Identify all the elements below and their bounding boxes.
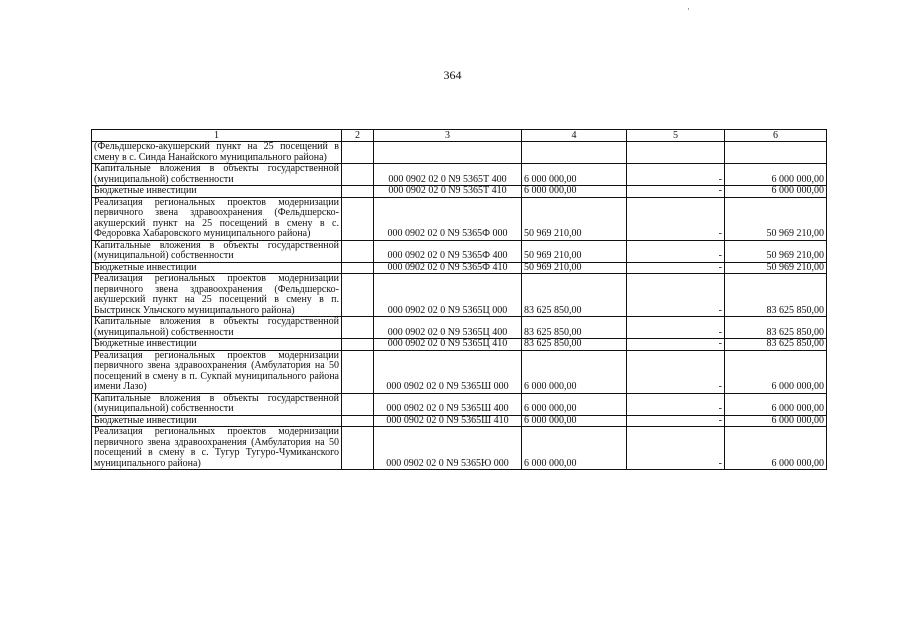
row-total [725,142,827,164]
table-header-row [92,130,827,142]
row-col5: - [627,240,725,262]
row-total: 6 000 000,00 [725,427,827,470]
row-col5: - [627,415,725,427]
row-budget-code: 000 0902 02 0 N9 5365Ю 000 [374,427,522,470]
row-col5: - [627,197,725,240]
row-total: 6 000 000,00 [725,350,827,393]
row-total: 50 969 210,00 [725,197,827,240]
header-col-3: 3 [374,130,522,142]
table-row [92,197,827,240]
row-budget-code: 000 0902 02 0 N9 5365Т 410 [374,186,522,198]
row-col5: - [627,393,725,415]
row-total: 83 625 850,00 [725,339,827,351]
row-description: Капитальные вложения в объекты государственной (муниципальной) собственности [92,317,342,339]
row-col5: - [627,350,725,393]
row-amount: 6 000 000,00 [522,393,627,415]
row-description: Капитальные вложения в объекты государственной (муниципальной) собственности [92,164,342,186]
row-col2 [342,393,374,415]
row-description: Капитальные вложения в объекты государственной (муниципальной) собственности [92,240,342,262]
row-amount: 50 969 210,00 [522,262,627,274]
row-budget-code: 000 0902 02 0 N9 5365Ш 000 [374,350,522,393]
row-col2 [342,274,374,317]
row-amount: 50 969 210,00 [522,197,627,240]
row-amount: 83 625 850,00 [522,317,627,339]
row-budget-code: 000 0902 02 0 N9 5365Ц 000 [374,274,522,317]
row-total: 6 000 000,00 [725,164,827,186]
row-description: Реализация региональных проектов модернизации первичного звена здравоохранения (Фельдшерско-акушерский пункт на 25 посещений в смену в с. Федоровка Хабаровского муниципального района) [92,197,342,240]
row-col2 [342,339,374,351]
row-description: Реализация региональных проектов модернизации первичного звена здравоохранения (Амбулатория на 50 посещений в смену в п. Сукпай муниципального района имени Лазо) [92,350,342,393]
row-total: 6 000 000,00 [725,415,827,427]
row-total: 6 000 000,00 [725,186,827,198]
row-budget-code: 000 0902 02 0 N9 5365Ф 410 [374,262,522,274]
row-total: 50 969 210,00 [725,240,827,262]
page-number: 364 [443,68,462,82]
budget-table [91,129,827,470]
row-amount: 83 625 850,00 [522,274,627,317]
row-col2 [342,262,374,274]
row-col5: - [627,427,725,470]
row-col5: - [627,164,725,186]
row-col5 [627,142,725,164]
table-row [92,415,827,427]
row-amount: 83 625 850,00 [522,339,627,351]
row-amount: 6 000 000,00 [522,186,627,198]
row-budget-code [374,142,522,164]
row-budget-code: 000 0902 02 0 N9 5365Ф 000 [374,197,522,240]
header-col-2: 2 [342,130,374,142]
header-col-6: 6 [725,130,827,142]
row-description: Бюджетные инвестиции [92,186,342,198]
table-row [92,186,827,198]
row-budget-code: 000 0902 02 0 N9 5365Ц 400 [374,317,522,339]
row-description: (Фельдшерско-акушерский пункт на 25 посещений в смену в с. Синда Нанайского муниципального района) [92,142,342,164]
row-amount: 6 000 000,00 [522,427,627,470]
row-col5: - [627,262,725,274]
row-description: Бюджетные инвестиции [92,415,342,427]
row-amount: 6 000 000,00 [522,164,627,186]
row-budget-code: 000 0902 02 0 N9 5365Ш 410 [374,415,522,427]
row-col5: - [627,274,725,317]
row-col5: - [627,186,725,198]
header-col-1: 1 [92,130,342,142]
row-col2 [342,427,374,470]
row-col5: - [627,339,725,351]
row-description: Реализация региональных проектов модернизации первичного звена здравоохранения (Фельдшерско-акушерский пункт на 25 посещений в смену в п. Быстринск Ульчского муниципального района) [92,274,342,317]
table-row [92,262,827,274]
row-budget-code: 000 0902 02 0 N9 5365Т 400 [374,164,522,186]
row-col2 [342,240,374,262]
row-budget-code: 000 0902 02 0 N9 5365Ф 400 [374,240,522,262]
table-row [92,427,827,470]
row-description: Капитальные вложения в объекты государственной (муниципальной) собственности [92,393,342,415]
table-row [92,164,827,186]
table-row [92,240,827,262]
row-col2 [342,142,374,164]
budget-table-body [92,130,827,470]
header-col-5: 5 [627,130,725,142]
table-row [92,350,827,393]
row-amount [522,142,627,164]
row-col2 [342,350,374,393]
row-description: Реализация региональных проектов модернизации первичного звена здравоохранения (Амбулатория на 50 посещений в смену в с. Тугур Тугуро-Чумиканского муниципального района) [92,427,342,470]
row-col2 [342,317,374,339]
row-col2 [342,186,374,198]
row-total: 6 000 000,00 [725,393,827,415]
row-total: 50 969 210,00 [725,262,827,274]
row-description: Бюджетные инвестиции [92,262,342,274]
scan-mark: · [687,4,690,14]
row-description: Бюджетные инвестиции [92,339,342,351]
table-row [92,393,827,415]
header-col-4: 4 [522,130,627,142]
row-col2 [342,164,374,186]
row-col5: - [627,317,725,339]
row-total: 83 625 850,00 [725,317,827,339]
row-col2 [342,415,374,427]
row-budget-code: 000 0902 02 0 N9 5365Ш 400 [374,393,522,415]
row-col2 [342,197,374,240]
row-budget-code: 000 0902 02 0 N9 5365Ц 410 [374,339,522,351]
row-amount: 6 000 000,00 [522,415,627,427]
table-row [92,142,827,164]
table-row [92,339,827,351]
row-total: 83 625 850,00 [725,274,827,317]
table-row [92,317,827,339]
table-row [92,274,827,317]
row-amount: 50 969 210,00 [522,240,627,262]
row-amount: 6 000 000,00 [522,350,627,393]
